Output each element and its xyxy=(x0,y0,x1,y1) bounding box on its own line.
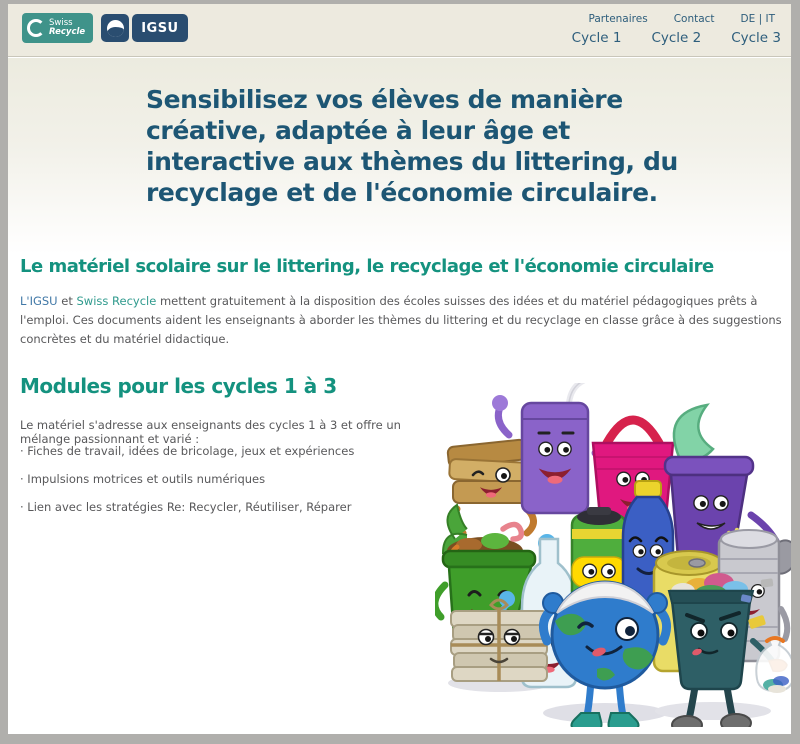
nav-contact[interactable]: Contact xyxy=(673,13,715,25)
bullet-item: · Fiches de travail, idées de bricolage, jeux et expériences xyxy=(20,444,355,458)
nav-cycle-1[interactable]: Cycle 1 xyxy=(571,30,622,46)
cycles-nav xyxy=(572,30,781,46)
material-section-paragraph xyxy=(20,292,791,349)
modules-heading: Modules pour les cycles 1 à 3 xyxy=(20,374,337,398)
character-newspaper-bundle xyxy=(451,600,547,681)
paragraph-text: mettent gratuitement à la disposition des écoles suisses des idées et du matériel pédagogiques prêts à l'emploi. Ces documents aident les enseignants à aborder les thèmes du littering et du recyclage en classe grâce à des suggestions concrètes et du matériel didactique. xyxy=(20,294,782,346)
igsu-link[interactable]: L'IGSU xyxy=(20,294,58,308)
paragraph-text: et xyxy=(57,294,77,308)
modules-bullet-list xyxy=(20,444,450,528)
hero-heading: Sensibilisez vos élèves de manière créative, adaptée à leur âge et interactive aux thèmes du littering, du recyclage et de l'économie circulaire. xyxy=(146,85,678,207)
language-switch[interactable]: DE | IT xyxy=(740,13,775,25)
material-section-heading: Le matériel scolaire sur le littering, le recyclage et l'économie circulaire xyxy=(20,256,714,277)
top-nav xyxy=(588,13,775,25)
recycle-arrows-icon xyxy=(27,19,45,37)
bullet-item: · Lien avec les stratégies Re: Recycler, Réutiliser, Réparer xyxy=(20,500,352,514)
swiss-recycle-logo-text: Swiss Recycle xyxy=(49,18,86,37)
swiss-recycle-logo[interactable] xyxy=(22,13,93,43)
mascots-illustration xyxy=(435,383,791,727)
nav-cycle-2[interactable]: Cycle 2 xyxy=(651,30,702,46)
igsu-logo-text: IGSU xyxy=(132,14,187,42)
hero-section xyxy=(8,58,791,254)
swiss-recycle-link[interactable]: Swiss Recycle xyxy=(76,294,157,308)
logo-group xyxy=(22,13,188,43)
igsu-logo[interactable] xyxy=(101,14,187,42)
bullet-item: · Impulsions motrices et outils numériques xyxy=(20,472,266,486)
nav-partenaires[interactable]: Partenaires xyxy=(588,13,648,25)
page xyxy=(8,4,791,734)
modules-intro: Le matériel s'adresse aux enseignants des cycles 1 à 3 et offre un mélange passionnant et varié : xyxy=(20,418,401,446)
nav-cycle-3[interactable]: Cycle 3 xyxy=(731,30,781,46)
igsu-globe-icon xyxy=(101,14,129,42)
header xyxy=(8,4,791,57)
